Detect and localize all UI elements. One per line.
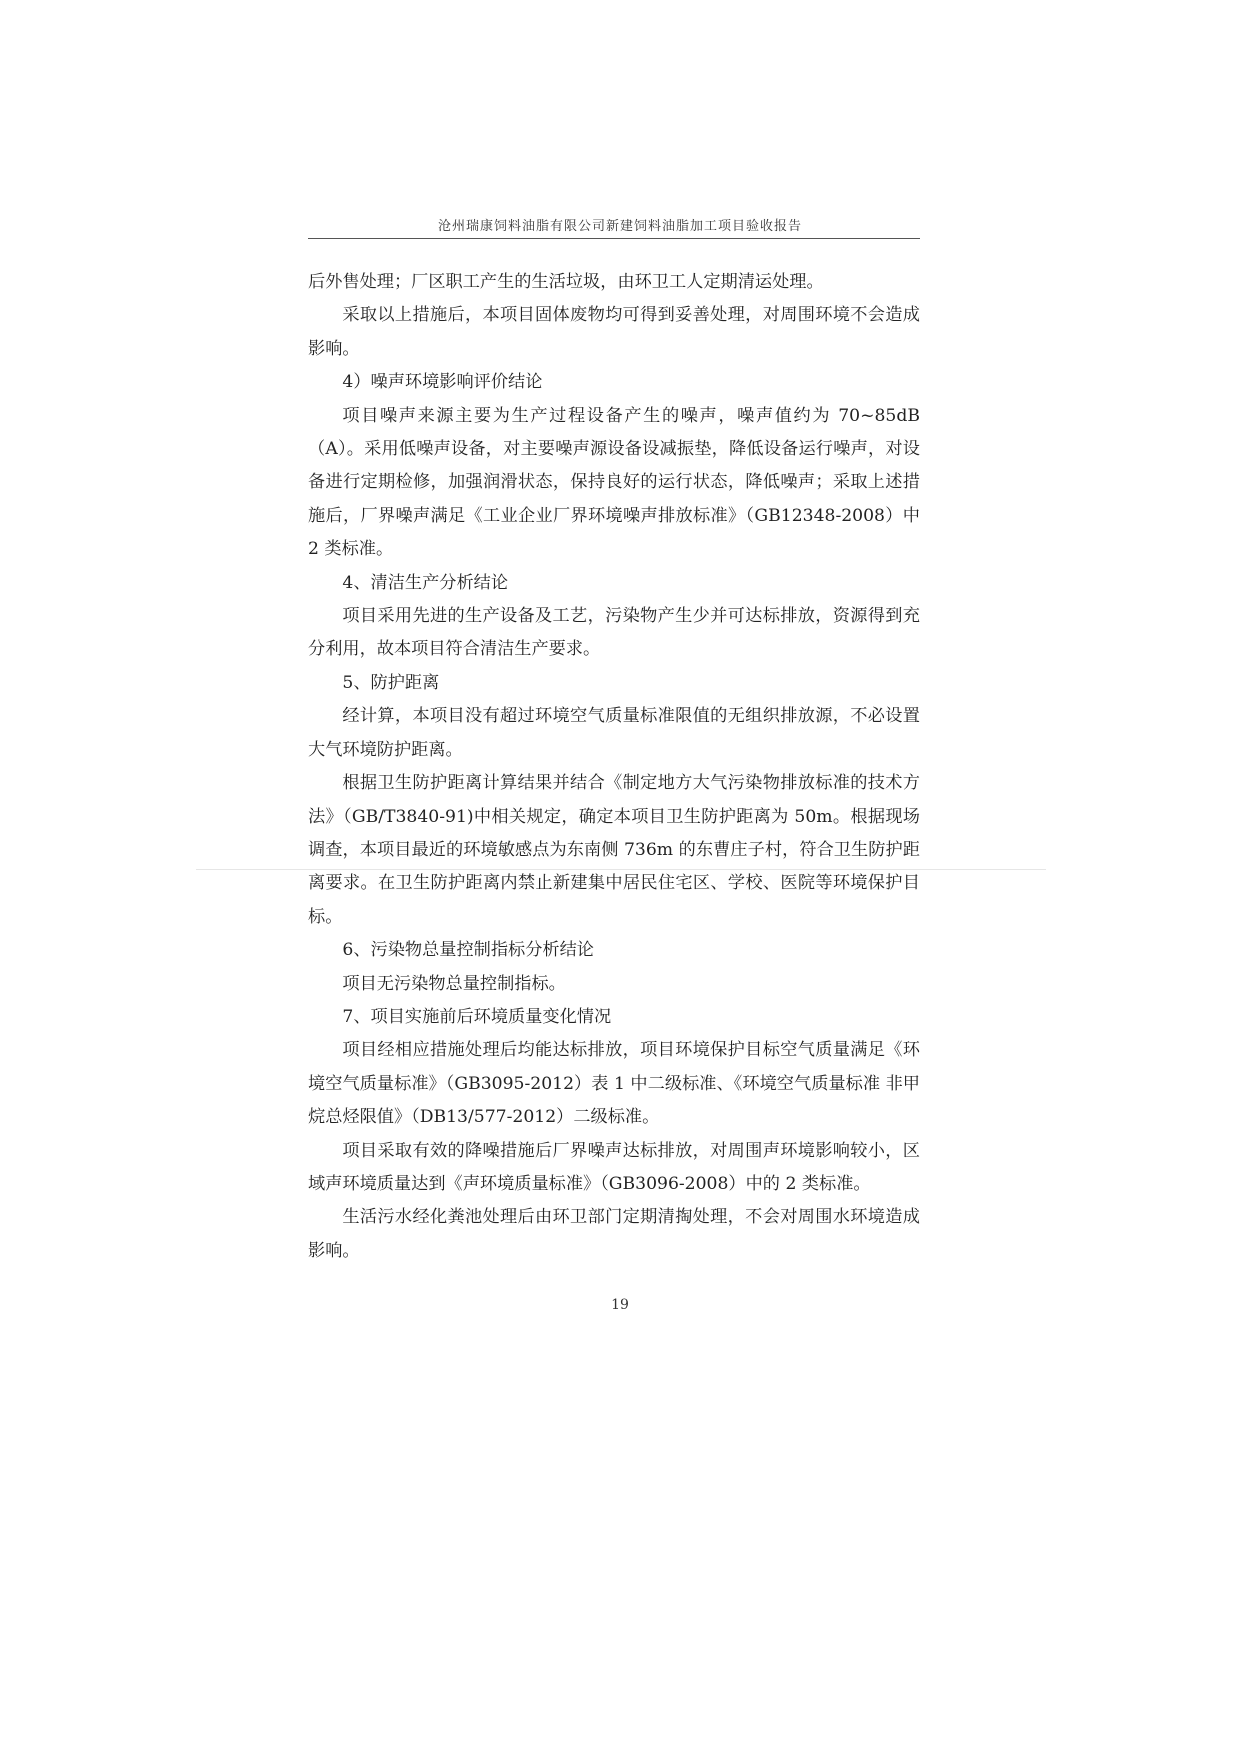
paragraph: 采取以上措施后，本项目固体废物均可得到妥善处理，对周围环境不会造成影响。 [308, 305, 920, 359]
paragraph: 经计算，本项目没有超过环境空气质量标准限值的无组织排放源，不必设置大气环境防护距离。 [308, 706, 920, 760]
body-text [308, 266, 920, 1268]
paragraph: 生活污水经化粪池处理后由环卫部门定期清掏处理，不会对周围水环境造成影响。 [308, 1207, 920, 1261]
section-heading: 5、防护距离 [342, 672, 440, 693]
paragraph: 项目采用先进的生产设备及工艺，污染物产生少并可达标排放，资源得到充分利用，故本项目符合清洁生产要求。 [308, 606, 920, 660]
paragraph: 根据卫生防护距离计算结果并结合《制定地方大气污染物排放标准的技术方法》（GB/T3840-91)中相关规定，确定本项目卫生防护距离为 50m。根据现场调查，本项目最近的环境敏感点为东南侧 736m 的东曹庄子村，符合卫生防护距离要求。在卫生防护距离内禁止新建集中居民住宅区、学校、医院等环境保护目标。 [308, 773, 920, 927]
section-heading: 7、项目实施前后环境质量变化情况 [342, 1006, 612, 1027]
paragraph: 项目无污染物总量控制指标。 [342, 973, 566, 994]
section-heading: 4）噪声环境影响评价结论 [342, 372, 543, 393]
page-number: 19 [611, 1297, 629, 1313]
section-heading: 4、清洁生产分析结论 [342, 572, 509, 593]
paragraph-continuation: 后外售处理；厂区职工产生的生活垃圾，由环卫工人定期清运处理。 [308, 272, 824, 292]
paragraph: 项目采取有效的降噪措施后厂界噪声达标排放，对周围声环境影响较小，区域声环境质量达到《声环境质量标准》（GB3096-2008）中的 2 类标准。 [308, 1140, 920, 1194]
paragraph: 项目经相应措施处理后均能达标排放，项目环境保护目标空气质量满足《环境空气质量标准》（GB3095-2012）表 1 中二级标准、《环境空气质量标准 非甲烷总烃限值》（DB13/577-2012）二级标准。 [308, 1040, 920, 1128]
header-rule [308, 238, 920, 239]
paragraph: 项目噪声来源主要为生产过程设备产生的噪声，噪声值约为 70~85dB（A）。采用低噪声设备，对主要噪声源设备设减振垫，降低设备运行噪声，对设备进行定期检修，加强润滑状态，保持良好的运行状态，降低噪声；采取上述措施后，厂界噪声满足《工业企业厂界环境噪声排放标准》（GB12348-2008）中 2 类标准。 [308, 405, 920, 560]
section-heading: 6、污染物总量控制指标分析结论 [342, 940, 594, 961]
running-header: 沧州瑞康饲料油脂有限公司新建饲料油脂加工项目验收报告 [437, 219, 802, 234]
